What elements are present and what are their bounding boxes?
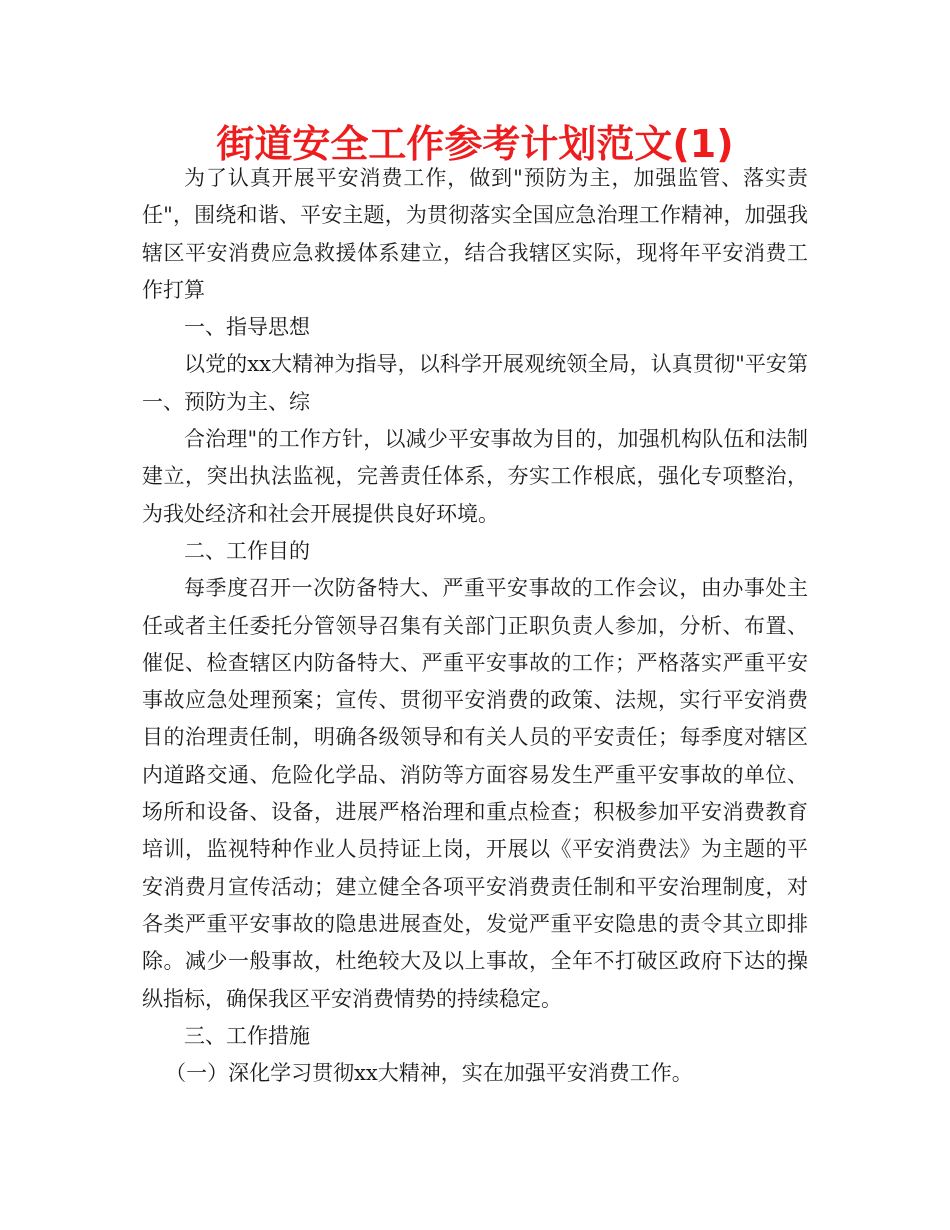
paragraph-guiding-ideology-continued: 合治理"的工作方针，以减少平安事故为目的，加强机构队伍和法制建立，突出执法监视，完善责任体系，夯实工作根底，强化专项整治，为我处经济和社会开展提供良好环境。: [142, 427, 808, 526]
document-body: [142, 160, 808, 1092]
section-heading-work-goals: 二、工作目的: [184, 538, 310, 563]
paragraph-intro: 为了认真开展平安消费工作，做到"预防为主，加强监管、落实责任"，围绕和谐、平安主题，为贯彻落实全国应急治理工作精神，加强我辖区平安消费应急救援体系建立，结合我辖区实际，现将年平安消费工作打算: [142, 166, 808, 302]
paragraph-work-goals: 每季度召开一次防备特大、严重平安事故的工作会议，由办事处主任或者主任委托分管领导召集有关部门正职负责人参加，分析、布置、催促、检查辖区内防备特大、严重平安事故的工作；严格落实严重平安事故应急处理预案；宣传、贯彻平安消费的政策、法规，实行平安消费目的治理责任制，明确各级领导和有关人员的平安责任；每季度对辖区内道路交通、危险化学品、消防等方面容易发生严重平安事故的单位、场所和设备、设备，进展严格治理和重点检查；积极参加平安消费教育培训，监视特种作业人员持证上岗，开展以《平安消费法》为主题的平安消费月宣传活动；建立健全各项平安消费责任制和平安治理制度，对各类严重平安事故的隐患进展查处，发觉严重平安隐患的责令其立即排除。减少一般事故，杜绝较大及以上事故，全年不打破区政府下达的操纵指标，确保我区平安消费情势的持续稳定。: [142, 576, 808, 1011]
document-title: 街道安全工作参考计划范文(1): [216, 122, 734, 166]
section-heading-guiding-ideology: 一、指导思想: [184, 315, 310, 340]
section-heading-work-measures: 三、工作措施: [184, 1023, 310, 1048]
sub-heading-measure-1: （一）深化学习贯彻xx大精神，实在加强平安消费工作。: [165, 1061, 693, 1086]
paragraph-guiding-ideology: 以党的xx大精神为指导，以科学开展观统领全局，认真贯彻"平安第一、预防为主、综: [142, 352, 808, 414]
